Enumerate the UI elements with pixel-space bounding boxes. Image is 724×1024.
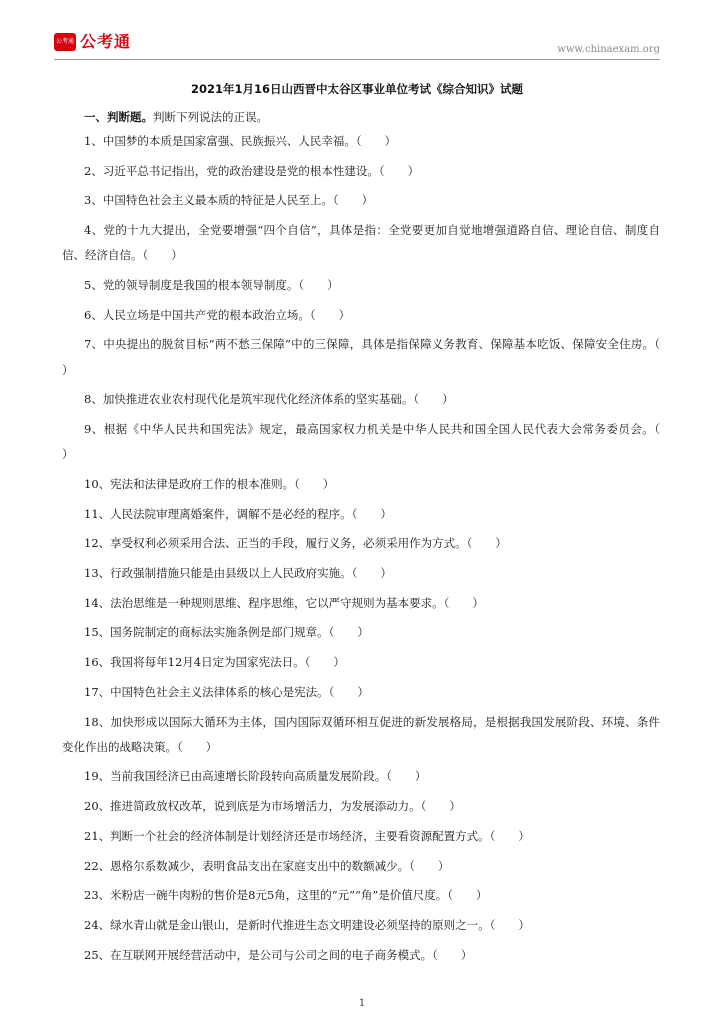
- question-item: 15、国务院制定的商标法实施条例是部门规章。（ ）: [84, 625, 369, 640]
- question-item: 19、当前我国经济已由高速增长阶段转向高质量发展阶段。（ ）: [84, 769, 427, 784]
- logo-text: 公考通: [80, 32, 132, 51]
- document-title: 2021年1月16日山西晋中太谷区事业单位考试《综合知识》试题: [190, 82, 523, 96]
- question-item: 9、根据《中华人民共和国宪法》规定，最高国家权力机关是中华人民共和国全国人民代表大会常务委员会。（ ）: [62, 422, 683, 462]
- question-item: 12、享受权利必须采用合法、正当的手段，履行义务，必须采用作为方式。（ ）: [84, 536, 507, 551]
- header-divider: [54, 59, 660, 60]
- question-item: 23、米粉店一碗牛肉粉的售价是8元5角，这里的“元”“角”是价值尺度。（ ）: [84, 888, 488, 903]
- question-item: 13、行政强制措施只能是由县级以上人民政府实施。（ ）: [84, 566, 392, 581]
- question-list: [62, 129, 683, 972]
- question-item: 16、我国将每年12月4日定为国家宪法日。（ ）: [84, 655, 345, 670]
- question-item: 10、宪法和法律是政府工作的根本准则。（ ）: [84, 476, 335, 491]
- question-item: 5、党的领导制度是我国的根本领导制度。（ ）: [84, 278, 339, 293]
- question-item: 21、判断一个社会的经济体制是计划经济还是市场经济，主要看资源配置方式。（ ）: [84, 828, 530, 843]
- brand-logo[interactable]: [54, 33, 131, 51]
- question-item: 18、加快形成以国际大循环为主体，国内国际双循环相互促进的新发展格局，是根据我国发展阶段、环境、条件变化作出的战略决策。（ ）: [62, 714, 660, 754]
- section-heading: [84, 109, 268, 125]
- question-item: 6、人民立场是中国共产党的根本政治立场。（ ）: [84, 307, 351, 322]
- site-url[interactable]: www.chinaexam.org: [557, 44, 660, 55]
- question-item: 4、党的十九大提出，全党要增强“四个自信”，具体是指：全党要更加自觉地增强道路自信、理论自信、制度自信、经济自信。（ ）: [62, 223, 660, 263]
- question-item: 24、绿水青山就是金山银山，是新时代推进生态文明建设必须坚持的原则之一。（ ）: [84, 917, 530, 932]
- page-header: [0, 0, 724, 62]
- question-item: 11、人民法院审理离婚案件，调解不是必经的程序。（ ）: [84, 506, 392, 521]
- logo-badge-icon: 公考通: [54, 33, 76, 51]
- question-item: 1、中国梦的本质是国家富强、民族振兴、人民幸福。（ ）: [84, 134, 397, 148]
- question-item: 2、习近平总书记指出，党的政治建设是党的根本性建设。（ ）: [84, 163, 420, 178]
- question-item: 17、中国特色社会主义法律体系的核心是宪法。（ ）: [84, 684, 369, 699]
- page-number: 1: [358, 998, 366, 1009]
- question-item: 20、推进简政放权改革，说到底是为市场增活力，为发展添动力。（ ）: [84, 799, 461, 814]
- question-item: 3、中国特色社会主义最本质的特征是人民至上。（ ）: [84, 193, 374, 208]
- question-item: 22、恩格尔系数减少，表明食品支出在家庭支出中的数额减少。（ ）: [84, 858, 450, 873]
- section-heading-instruction: 判断下列说法的正误。: [153, 110, 268, 124]
- section-heading-label: 一、判断题。: [84, 110, 153, 124]
- question-item: 25、在互联网开展经营活动中，是公司与公司之间的电子商务模式。（ ）: [84, 947, 473, 962]
- question-item: 8、加快推进农业农村现代化是筑牢现代化经济体系的坚实基础。（ ）: [84, 392, 454, 407]
- question-item: 14、法治思维是一种规则思维、程序思维，它以严守规则为基本要求。（ ）: [84, 595, 484, 610]
- question-item: 7、中央提出的脱贫目标“两不愁三保障”中的三保障，具体是指保障义务教育、保障基本吃饭、保障安全住房。（ ）: [62, 337, 683, 377]
